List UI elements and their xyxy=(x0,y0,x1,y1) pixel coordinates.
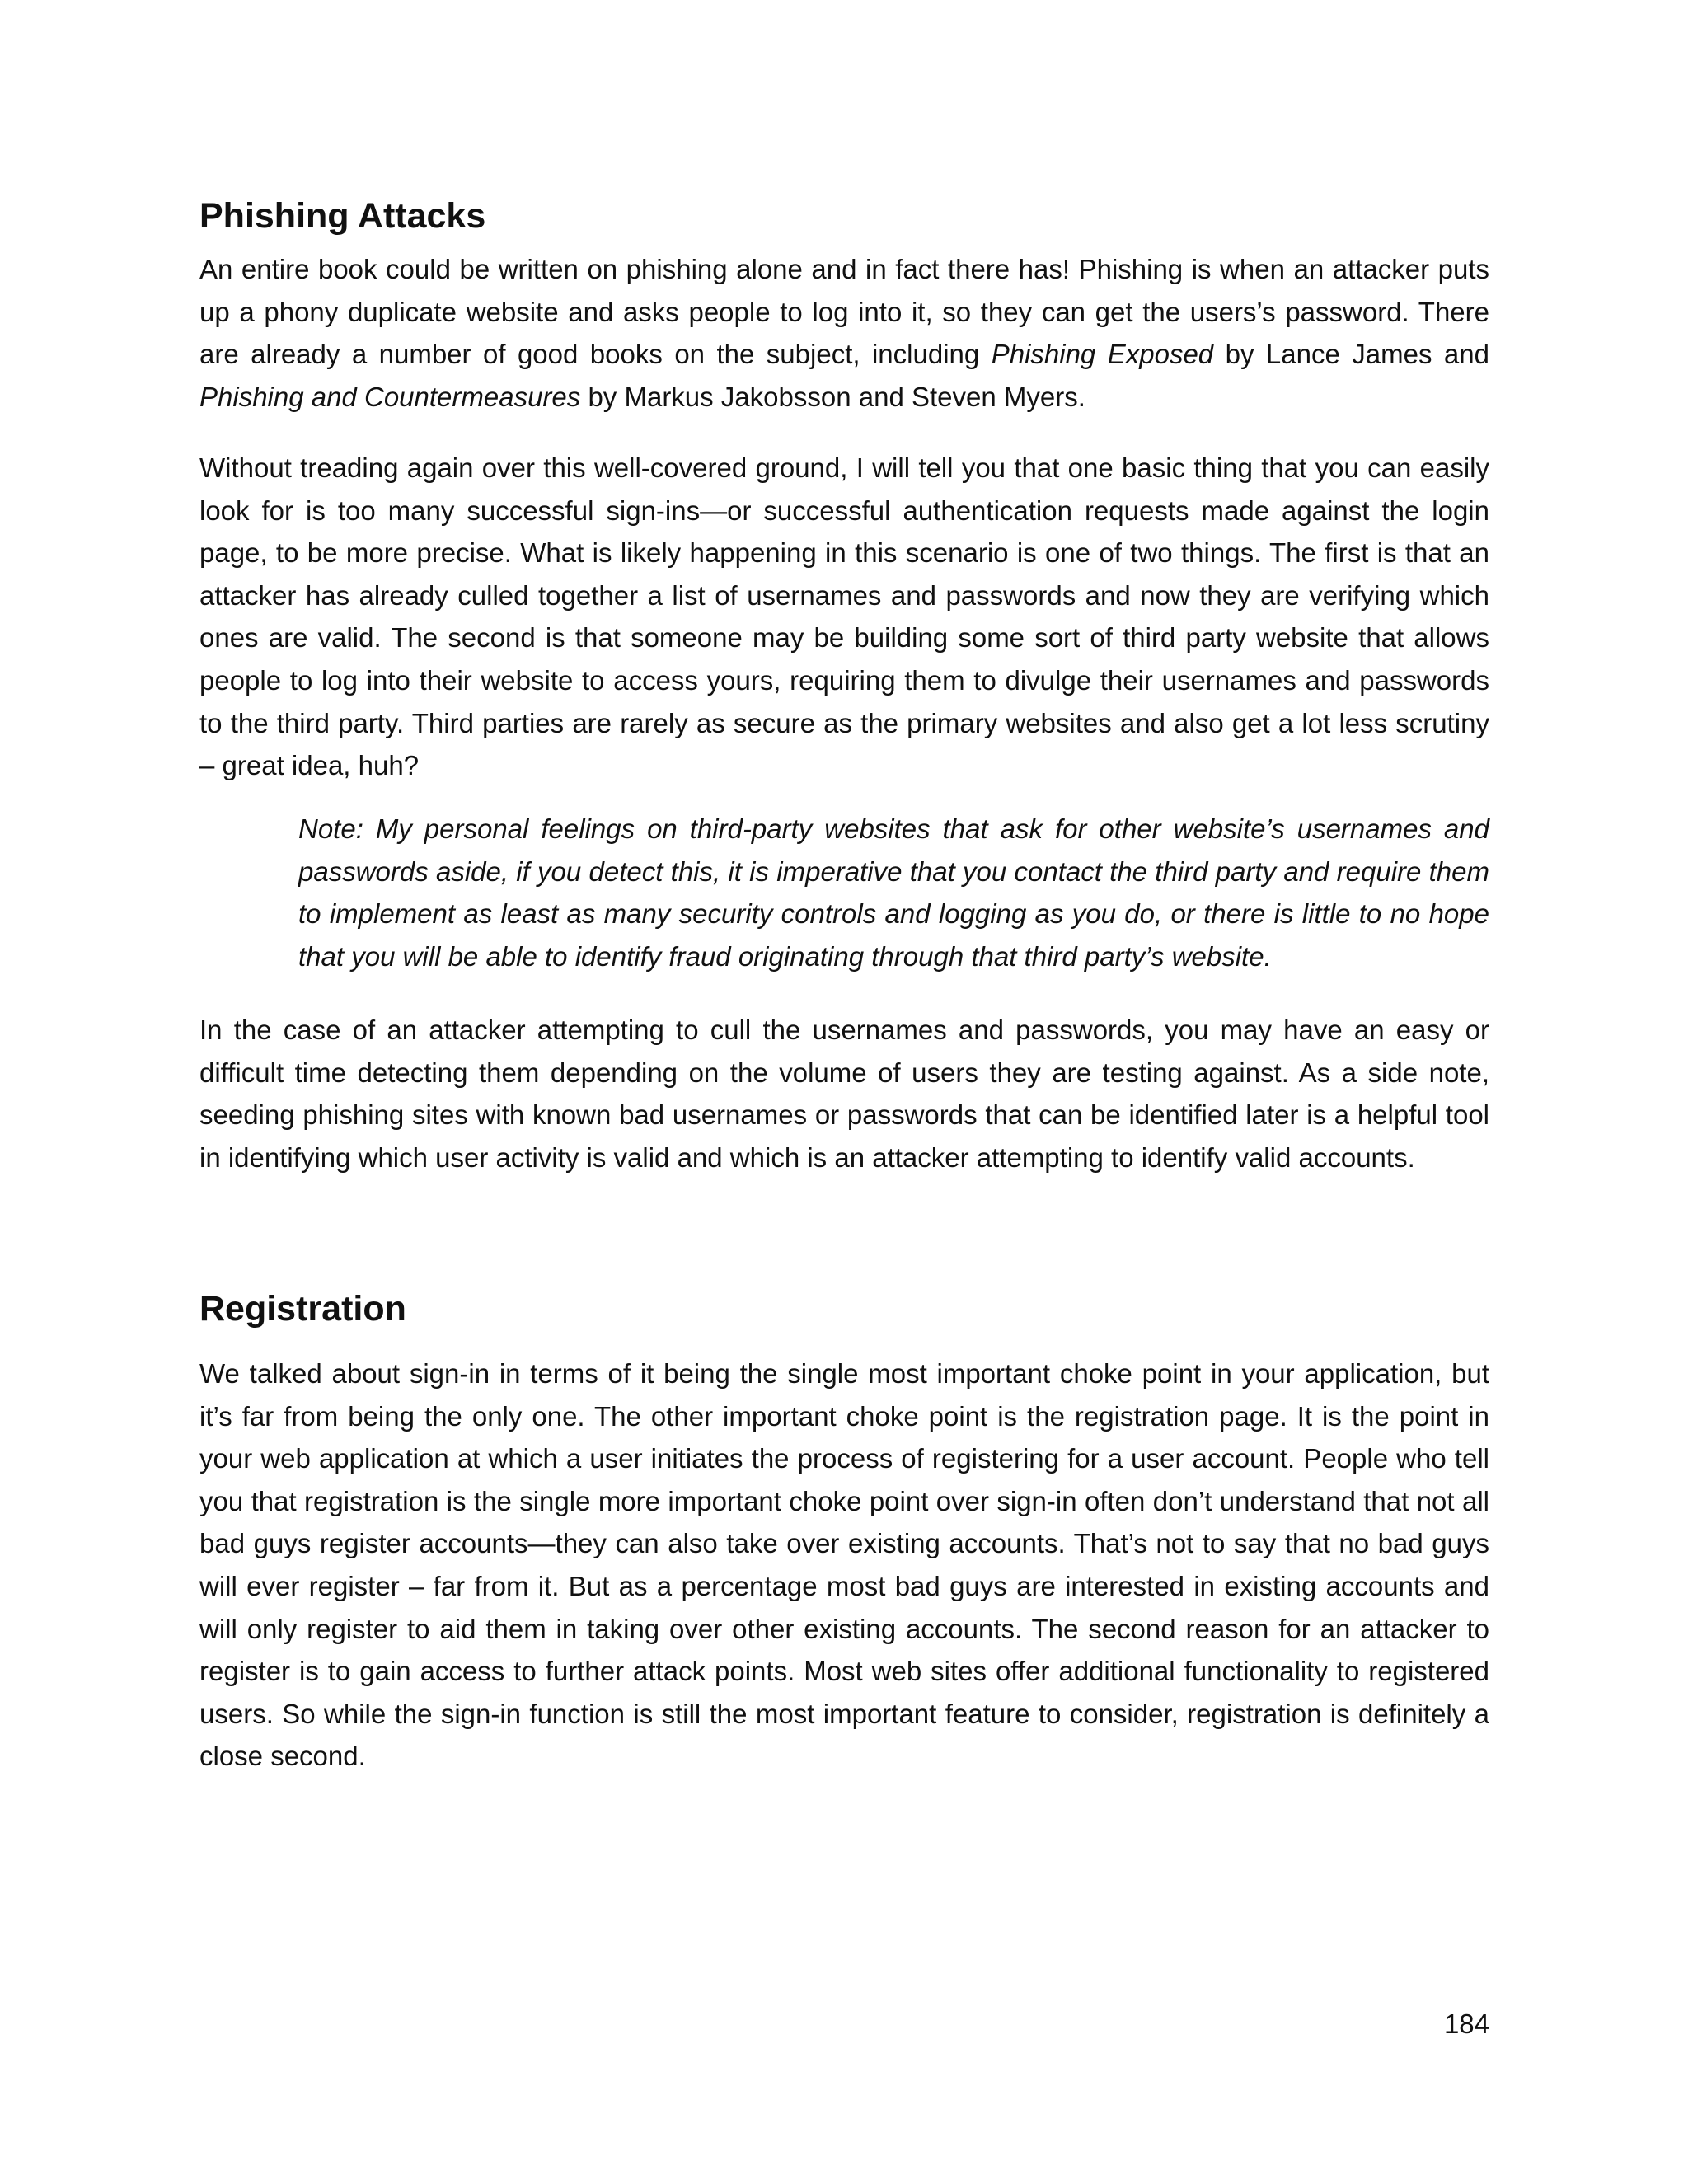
paragraph-phishing-cull: In the case of an attacker attempting to cull the usernames and passwords, you may have an easy or difficult time detecting them depending on the volume of users they are testing against. As a side note, seeding phishing sites with known bad usernames or passwords that can be identified later is a helpful tool in identifying which user activity is valid and which is an attacker attempting to identify valid accounts. xyxy=(199,1015,1489,1173)
paragraph-registration: We talked about sign-in in terms of it being the single most important choke point in your application, but it’s far from being the only one. The other important choke point is the registration page. It is the point in your web application at which a user initiates the process of registering for a user account. People who tell you that registration is the single more important choke point over sign-in often don’t understand that not all bad guys register accounts—they can also take over existing accounts. That’s not to say that no bad guys will ever register – far from it. But as a percentage most bad guys are interested in existing accounts and will only register to aid them in taking over other existing accounts. The second reason for an attacker to register is to gain access to further attack points. Most web sites offer additional functionality to registered users. So while the sign-in function is still the most important feature to consider, registration is definitely a close second. xyxy=(199,1358,1489,1772)
note-third-party: Note: My personal feelings on third-party websites that ask for other website’s usernames and passwords aside, if you detect this, it is imperative that you contact the third party and require them to implement as least as many security controls and logging as you do, or there is little to no hope that you will be able to identify fraud originating through that third party’s website. xyxy=(298,813,1489,972)
paragraph-text: by Markus Jakobsson and Steven Myers. xyxy=(580,381,1085,412)
paragraph-text: An entire book could be written on phishing alone and in fact there has! Phishing is when an attacker puts up a phony duplicate website and asks people to log into it, so they can get the users’s password. There are already a number of good books on the subject, including xyxy=(199,254,1489,370)
paragraph-phishing-detection: Without treading again over this well-covered ground, I will tell you that one basic thing that you can easily look for is too many successful sign-ins—or successful authentication requests made against the login page, to be more precise. What is likely happening in this scenario is one of two things. The first is that an attacker has already culled together a list of usernames and passwords and now they are verifying which ones are valid. The second is that someone may be building some sort of third party website that allows people to log into their website to access yours, requiring them to divulge their usernames and passwords to the third party. Third parties are rarely as secure as the primary websites and also get a lot less scrutiny – great idea, huh? xyxy=(199,452,1489,781)
page-number: 184 xyxy=(1443,2008,1489,2039)
section-heading-registration: Registration xyxy=(199,1289,406,1329)
book-title-phishing-countermeasures: Phishing and Countermeasures xyxy=(199,381,581,412)
section-heading-phishing: Phishing Attacks xyxy=(199,196,486,236)
paragraph-phishing-intro xyxy=(199,248,1489,418)
paragraph-text: by Lance James and xyxy=(1213,339,1489,370)
book-title-phishing-exposed: Phishing Exposed xyxy=(991,339,1214,370)
